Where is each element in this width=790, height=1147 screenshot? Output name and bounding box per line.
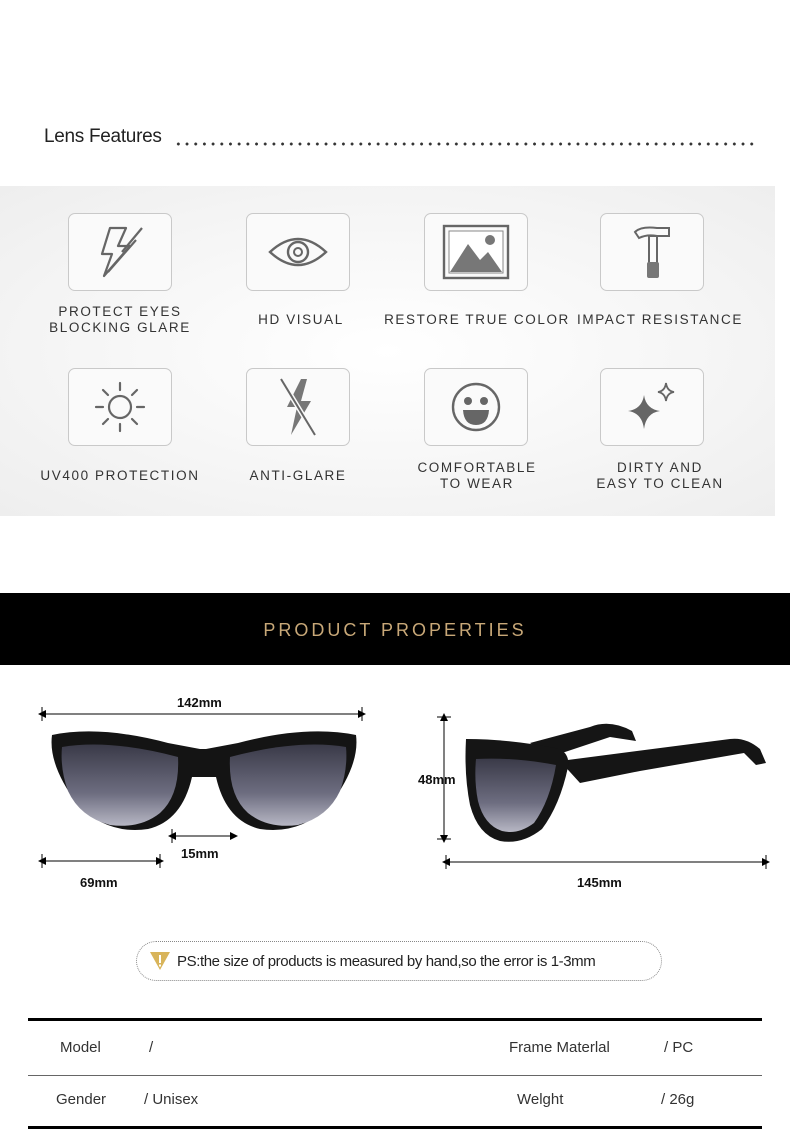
warning-icon — [148, 950, 172, 972]
table-bottom-rule — [28, 1126, 762, 1129]
sun-icon — [68, 368, 172, 446]
weight-value: / 26g — [661, 1091, 695, 1108]
feature-label: IMPACT RESISTANCE — [577, 312, 743, 327]
side-view-diagram — [410, 705, 780, 875]
hammer-icon — [600, 213, 704, 291]
feature-label: DIRTY AND EASY TO CLEAN — [596, 460, 724, 491]
feature-label: UV400 PROTECTION — [40, 468, 200, 483]
feature-label: PROTECT EYES BLOCKING GLARE — [49, 304, 191, 335]
frame-material-value: / PC — [664, 1039, 694, 1056]
total-width-label: 142mm — [177, 695, 222, 710]
picture-icon — [424, 213, 528, 291]
sparkle-icon — [600, 368, 704, 446]
lens-height-label: 48mm — [418, 772, 456, 787]
crossed-lightning-icon — [246, 368, 350, 446]
bridge-label: 15mm — [181, 846, 219, 861]
lens-features-title: Lens Features — [44, 126, 162, 147]
lens-width-label: 69mm — [80, 875, 118, 890]
temple-length-label: 145mm — [577, 875, 622, 890]
feature-label: RESTORE TRUE COLOR — [384, 312, 570, 327]
lightning-icon — [68, 213, 172, 291]
banner-title: PRODUCT PROPERTIES — [263, 620, 527, 640]
model-label: Model — [60, 1039, 101, 1056]
feature-label: HD VISUAL — [258, 312, 344, 327]
gender-label: Gender — [56, 1091, 107, 1108]
frame-material-label: Frame Materlal — [509, 1039, 610, 1056]
smiley-icon — [424, 368, 528, 446]
feature-label: ANTI-GLARE — [249, 468, 347, 483]
table-top-rule — [28, 1018, 762, 1021]
feature-label: COMFORTABLE TO WEAR — [417, 460, 537, 491]
eye-icon — [246, 213, 350, 291]
dotted-divider — [174, 128, 754, 148]
model-value: / — [149, 1039, 154, 1056]
gender-value: / Unisex — [144, 1091, 199, 1108]
front-view-diagram — [30, 695, 380, 895]
weight-label: Welght — [517, 1091, 564, 1108]
note-text: PS:the size of products is measured by hand,so the error is 1-3mm — [177, 953, 596, 970]
table-row-rule — [28, 1075, 762, 1076]
